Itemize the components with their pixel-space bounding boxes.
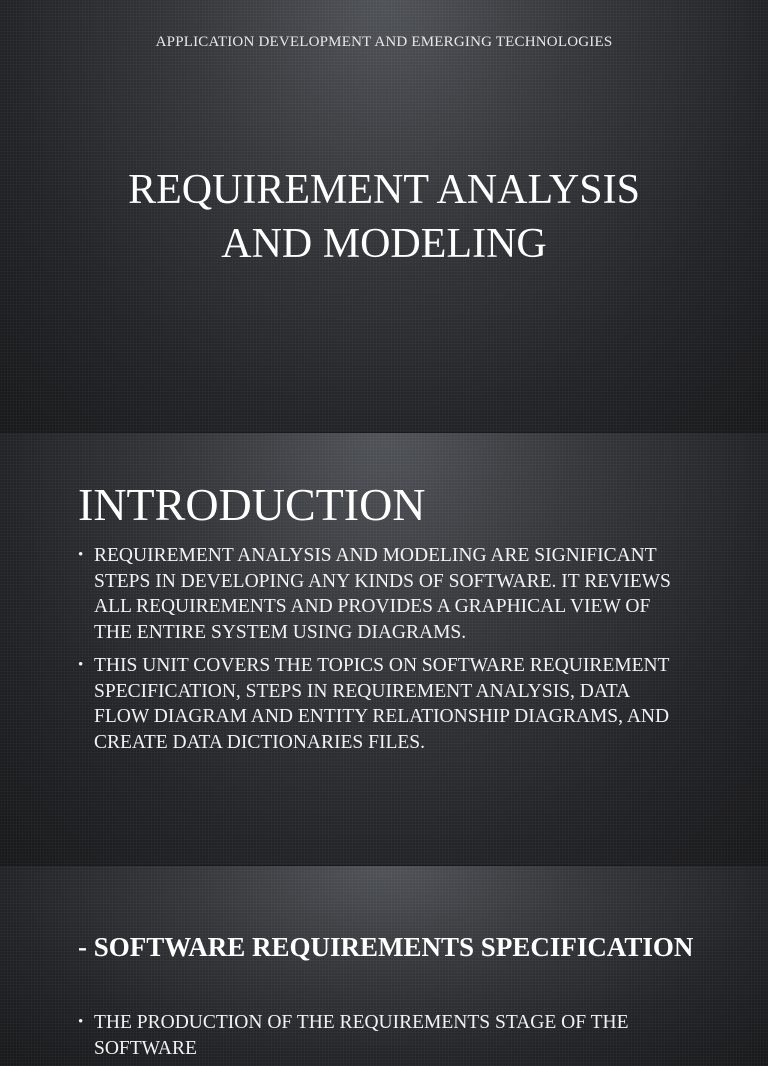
course-header: APPLICATION DEVELOPMENT AND EMERGING TECHNOLOGIES [155, 34, 613, 50]
bullet-icon: • [78, 547, 84, 563]
slide-title [0, 0, 768, 432]
introduction-heading: INTRODUCTION [78, 479, 426, 530]
title-line-1: REQUIREMENT ANALYSIS [128, 167, 640, 213]
introduction-bullets [78, 543, 678, 763]
bullet-item [78, 1010, 698, 1061]
bullet-item [78, 543, 678, 645]
bullet-text: THE PRODUCTION OF THE REQUIREMENTS STAGE OF THE SOFTWARE [94, 1012, 629, 1059]
srs-heading: - SOFTWARE REQUIREMENTS SPECIFICATION [78, 932, 694, 962]
bullet-icon: • [78, 657, 84, 673]
bullet-item [78, 653, 678, 755]
slide-introduction [0, 433, 768, 865]
srs-bullets [78, 1010, 698, 1066]
title-line-2: AND MODELING [221, 221, 547, 267]
bullet-text: THIS UNIT COVERS THE TOPICS ON SOFTWARE REQUIREMENT SPECIFICATION, STEPS IN REQUIREMENT ANALYSIS, DATA FLOW DIAGRAM AND ENTITY RELATIONSHIP DIAGRAMS, AND CREATE DATA DICTIONARIES FILES. [94, 655, 670, 753]
slide-main-title [60, 163, 708, 271]
slide-srs [0, 866, 768, 1066]
bullet-icon: • [78, 1014, 84, 1030]
bullet-text: REQUIREMENT ANALYSIS AND MODELING ARE SIGNIFICANT STEPS IN DEVELOPING ANY KINDS OF SOFTWARE. IT REVIEWS ALL REQUIREMENTS AND PROVIDES A GRAPHICAL VIEW OF THE ENTIRE SYSTEM USING DIAGRAMS. [94, 545, 671, 643]
